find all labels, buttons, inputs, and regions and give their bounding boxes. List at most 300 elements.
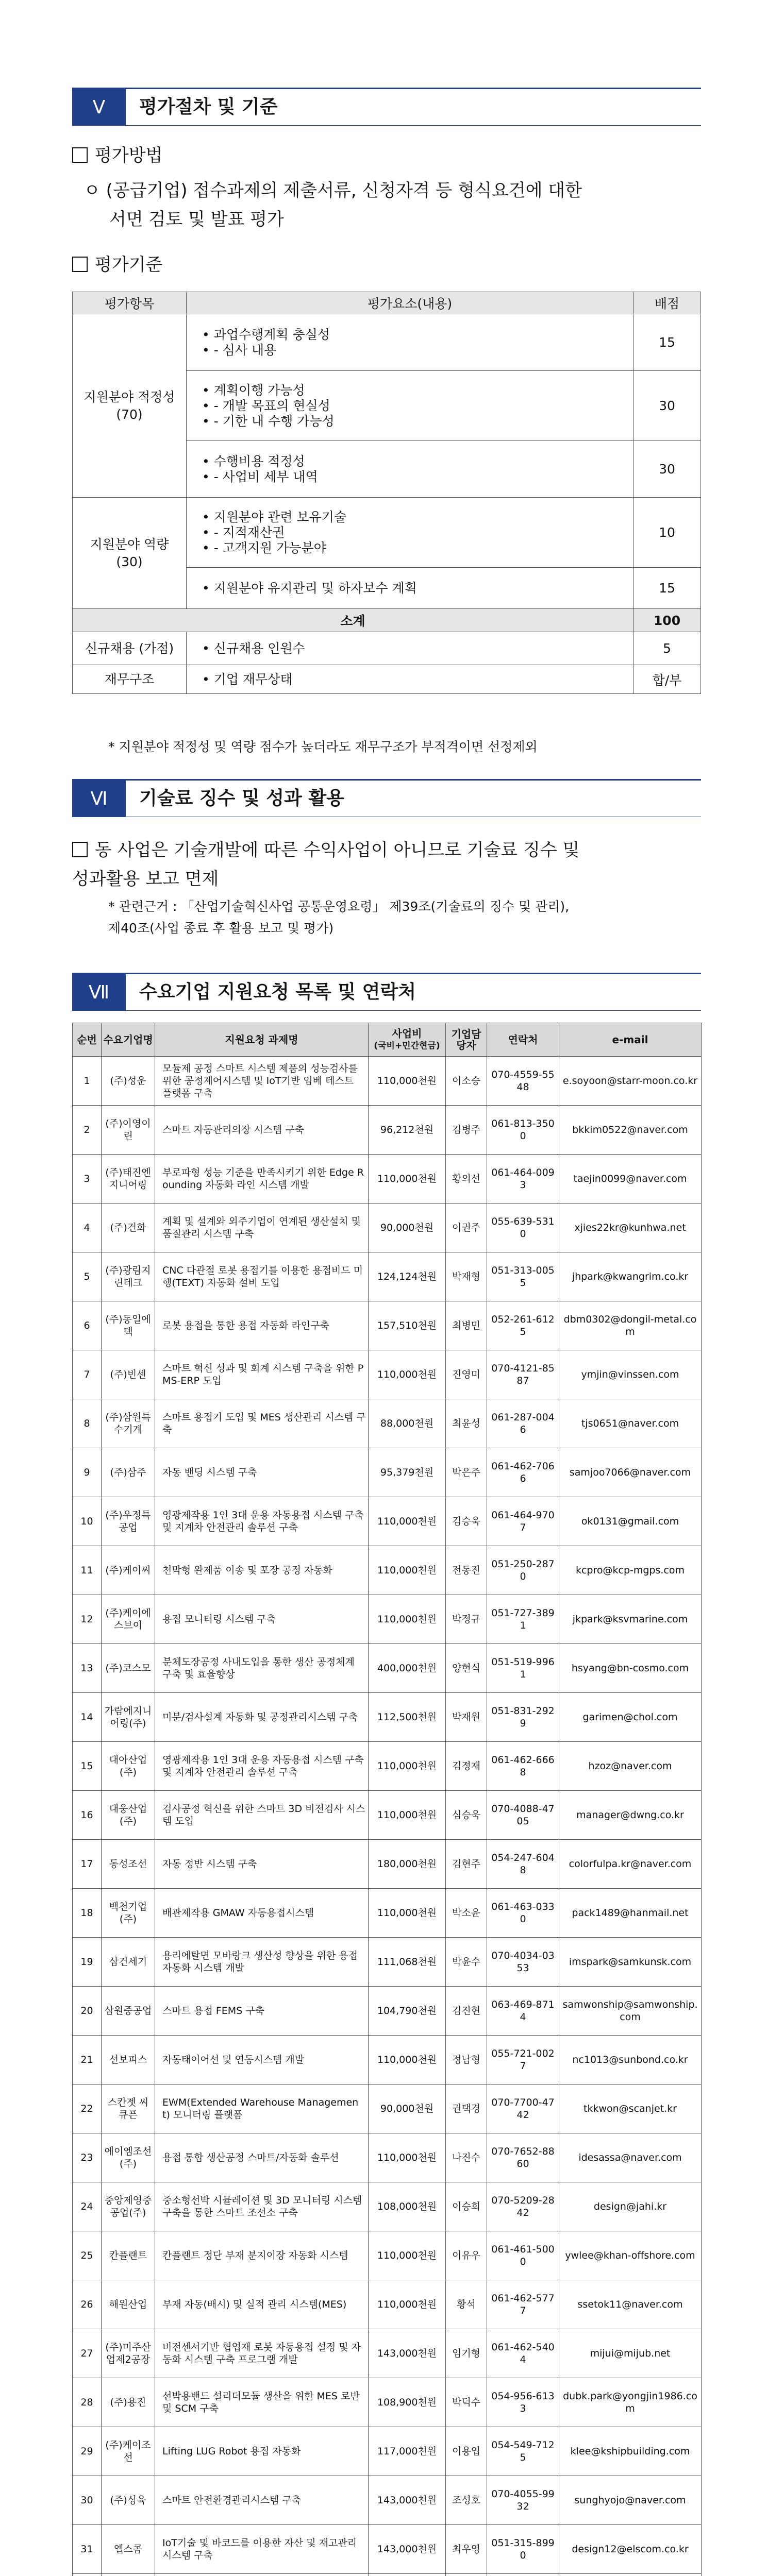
cell-phone: 061-461-5000 xyxy=(487,2231,559,2280)
companies-table xyxy=(72,1023,702,2576)
cell-phone: 070-4088-4705 xyxy=(487,1791,559,1840)
checkbox-square-icon xyxy=(72,147,88,163)
cell-company: 에이엠조선(주) xyxy=(102,2133,155,2182)
cell-manager: 양현식 xyxy=(446,1644,487,1693)
cell-manager: 황석 xyxy=(446,2280,487,2329)
cell-budget: 124,124천원 xyxy=(369,1252,446,1301)
cell-no: 1 xyxy=(73,1057,102,1106)
cell-phone: 061-464-0093 xyxy=(487,1155,559,1204)
table-row xyxy=(73,1106,702,1155)
cell-budget: 110,000천원 xyxy=(369,2036,446,2084)
cell-project: 부로파형 성능 기준을 만족시키기 위한 Edge Rounding 자동화 라인 시스템 개발 xyxy=(155,1155,369,1204)
cell-company: 가람에지니어링(주) xyxy=(102,1693,155,1742)
cell-manager: 박은주 xyxy=(446,1448,487,1497)
cell-company: 대아산업(주) xyxy=(102,1742,155,1791)
method-text-1: ㅇ (공급기업) 접수과제의 제출서류, 신청자격 등 형식요건에 대한 xyxy=(84,180,582,201)
cell-manager: 권택경 xyxy=(446,2084,487,2133)
cell-no: 26 xyxy=(73,2280,102,2329)
cell-budget: 110,000천원 xyxy=(369,1889,446,1938)
cell-email: klee@kshipbuilding.com xyxy=(559,2427,702,2476)
elements-cell: • 신규채용 인원수 xyxy=(187,632,633,665)
cell-phone: 061-463-0330 xyxy=(487,1889,559,1938)
cell-project: 용접 통합 생산공정 스마트/자동화 솔루션 xyxy=(155,2133,369,2182)
cell-company: (주)코스모 xyxy=(102,1644,155,1693)
cell-project: 스마트 혁신 성과 및 회계 시스템 구축을 위한 PMS-ERP 도입 xyxy=(155,1350,369,1399)
table-row xyxy=(73,1399,702,1448)
cell-phone: 070-7652-8860 xyxy=(487,2133,559,2182)
table-row xyxy=(73,1204,702,1252)
cell-no: 4 xyxy=(73,1204,102,1252)
cell-manager: 임기형 xyxy=(446,2329,487,2378)
cell-email: imspark@samkunsk.com xyxy=(559,1938,702,1987)
cell-manager: 최우영 xyxy=(446,2525,487,2574)
cell-budget: 110,000천원 xyxy=(369,1546,446,1595)
table-row xyxy=(73,2378,702,2427)
cell-phone: 052-261-6125 xyxy=(487,1301,559,1350)
cell-company: 삼건세기 xyxy=(102,1938,155,1987)
cell-phone: 070-4055-9932 xyxy=(487,2476,559,2525)
cell-email: garimen@chol.com xyxy=(559,1693,702,1742)
cell-phone: 061-462-6668 xyxy=(487,1742,559,1791)
cell-project: 미분/검사설계 자동화 및 공정관리시스템 구축 xyxy=(155,1693,369,1742)
cell-project: EWM(Extended Warehouse Management) 모니터링 플랫폼 xyxy=(155,2084,369,2133)
cell-email: pack1489@hanmail.net xyxy=(559,1889,702,1938)
table-row xyxy=(73,2427,702,2476)
cell-email: hzoz@naver.com xyxy=(559,1742,702,1791)
cell-no: 9 xyxy=(73,1448,102,1497)
cell-budget xyxy=(369,2574,446,2576)
cell-email: tjs0651@naver.com xyxy=(559,1399,702,1448)
table-row xyxy=(73,1546,702,1595)
cell-manager: 김정재 xyxy=(446,1742,487,1791)
cell-project: 배관제작용 GMAW 자동용접시스템 xyxy=(155,1889,369,1938)
table-row xyxy=(73,1840,702,1889)
cell-no: 20 xyxy=(73,1987,102,2036)
cell-phone: 070-5209-2842 xyxy=(487,2182,559,2231)
elements-cell: • 과업수행계획 충실성 • - 심사 내용 xyxy=(187,314,633,371)
cell-phone: 051-313-0055 xyxy=(487,1252,559,1301)
section-number: Ⅶ xyxy=(72,974,126,1010)
table-row xyxy=(73,2525,702,2574)
cell-budget: 104,790천원 xyxy=(369,1987,446,2036)
score-cell: 30 xyxy=(633,441,701,498)
table-row xyxy=(73,2036,702,2084)
cell-budget: 108,900천원 xyxy=(369,2378,446,2427)
cell-email: design12@elscom.co.kr xyxy=(559,2525,702,2574)
royalty-text-2: 성과활용 보고 면제 xyxy=(72,869,219,889)
subtotal-score: 100 xyxy=(633,609,701,632)
cell-manager: 박윤수 xyxy=(446,1938,487,1987)
cell-phone: 051-519-9961 xyxy=(487,1644,559,1693)
cell-project: 모듈제 공정 스마트 시스템 제품의 성능검사를 위한 공정제어시스템 및 IoT기반 임베 테스트 플랫폼 구축 xyxy=(155,1057,369,1106)
cell-project: 계획 및 설계와 외주기업이 연계된 생산설치 및 품질관리 시스템 구축 xyxy=(155,1204,369,1252)
cell-no: 24 xyxy=(73,2182,102,2231)
cell-manager: 나진수 xyxy=(446,2133,487,2182)
cell-project: 칸플랜트 정단 부재 분지이장 자동화 시스템 xyxy=(155,2231,369,2280)
table-row xyxy=(73,1693,702,1742)
elements-cell: • 기업 재무상태 xyxy=(187,665,633,694)
col-budget: 사업비 (국비+민간현금) xyxy=(369,1023,446,1057)
table-row xyxy=(73,2133,702,2182)
cell-budget: 143,000천원 xyxy=(369,2525,446,2574)
criteria-note: * 지원분야 적정성 및 역량 점수가 높더라도 재무구조가 부적격이면 선정제외 xyxy=(108,739,538,754)
table-row xyxy=(73,2182,702,2231)
cell-no: 16 xyxy=(73,1791,102,1840)
cell-manager: 박덕수 xyxy=(446,2378,487,2427)
cell-company: (주)케이씨 xyxy=(102,1546,155,1595)
cell-no: 18 xyxy=(73,1889,102,1938)
royalty-text-1: 동 사업은 기술개발에 따른 수익사업이 아니므로 기술료 징수 및 xyxy=(72,836,579,865)
cell-company: 선보피스 xyxy=(102,2036,155,2084)
cell-company: (주)광림지린테크 xyxy=(102,1252,155,1301)
cell-no: 15 xyxy=(73,1742,102,1791)
section-6-header xyxy=(72,779,701,817)
cell-manager: 진영미 xyxy=(446,1350,487,1399)
cell-manager: 박정규 xyxy=(446,1595,487,1644)
cell-email: e.soyoon@starr-moon.co.kr xyxy=(559,1057,702,1106)
cell-manager: 김승욱 xyxy=(446,1497,487,1546)
cell-phone: 070-7700-4742 xyxy=(487,2084,559,2133)
cell-email: ssetok11@naver.com xyxy=(559,2280,702,2329)
cell-budget: 110,000천원 xyxy=(369,1057,446,1106)
cell-phone: 055-639-5310 xyxy=(487,1204,559,1252)
cell-project: 검사공정 혁신을 위한 스마트 3D 비전검사 시스템 도입 xyxy=(155,1791,369,1840)
col-score: 배점 xyxy=(633,292,701,314)
table-row xyxy=(73,2476,702,2525)
cell-manager: 이용엽 xyxy=(446,2427,487,2476)
cell-manager: 전동진 xyxy=(446,1546,487,1595)
table-row xyxy=(73,1057,702,1106)
royalty-note-2: 제40조(사업 종료 후 활용 보고 및 평가) xyxy=(108,921,334,936)
cell-company: (주)삼원특수기계 xyxy=(102,1399,155,1448)
cell-email: dbm0302@dongil-metal.com xyxy=(559,1301,702,1350)
cell-manager: 이권주 xyxy=(446,1204,487,1252)
cell-budget: 110,000천원 xyxy=(369,1595,446,1644)
cell-phone: 051-727-3891 xyxy=(487,1595,559,1644)
cell-no: 30 xyxy=(73,2476,102,2525)
cell-budget: 110,000천원 xyxy=(369,2280,446,2329)
cell-no: 25 xyxy=(73,2231,102,2280)
cell-manager: 최윤성 xyxy=(446,1399,487,1448)
cell-manager: 박재원 xyxy=(446,1693,487,1742)
cell-company: (주)동일에텍 xyxy=(102,1301,155,1350)
cell-no: 11 xyxy=(73,1546,102,1595)
royalty-note-1: * 관련근거 : 「산업기술혁신사업 공통운영요령」 제39조(기술료의 징수 및 관리), xyxy=(108,899,570,914)
cell-email: hsyang@bn-cosmo.com xyxy=(559,1644,702,1693)
cell-company: 중앙제영중공업(주) xyxy=(102,2182,155,2231)
cell-no: 12 xyxy=(73,1595,102,1644)
cell-company xyxy=(102,2574,155,2576)
checkbox-square-icon xyxy=(72,842,88,857)
cell-budget: 110,000천원 xyxy=(369,1350,446,1399)
cell-no: 22 xyxy=(73,2084,102,2133)
cell-company: (주)건화 xyxy=(102,1204,155,1252)
cell-no: 8 xyxy=(73,1399,102,1448)
cell-email: manager@dwng.co.kr xyxy=(559,1791,702,1840)
cell-company: (주)용진 xyxy=(102,2378,155,2427)
table-row xyxy=(73,2280,702,2329)
section-title: 기술료 징수 및 성과 활용 xyxy=(139,788,344,809)
cell-budget: 110,000천원 xyxy=(369,2231,446,2280)
cell-company: 칸플랜트 xyxy=(102,2231,155,2280)
cell-phone: 054-549-7125 xyxy=(487,2427,559,2476)
cell-budget: 180,000천원 xyxy=(369,1840,446,1889)
cell-manager: 최병민 xyxy=(446,1301,487,1350)
col-no: 순번 xyxy=(73,1023,102,1057)
cell-company: (주)싱육 xyxy=(102,2476,155,2525)
table-row xyxy=(73,2574,702,2576)
cell-manager: 김병주 xyxy=(446,1106,487,1155)
table-row xyxy=(73,1791,702,1840)
cell-manager: 이승희 xyxy=(446,2182,487,2231)
cell-budget: 110,000천원 xyxy=(369,1791,446,1840)
cell-company: (주)성운 xyxy=(102,1057,155,1106)
cell-email: ymjin@vinssen.com xyxy=(559,1350,702,1399)
table-row xyxy=(73,1889,702,1938)
cell-budget: 88,000천원 xyxy=(369,1399,446,1448)
elements-cell: • 지원분야 유지관리 및 하자보수 계획 xyxy=(187,568,633,609)
cell-email: nc1013@sunbond.co.kr xyxy=(559,2036,702,2084)
cell-company: 해원산업 xyxy=(102,2280,155,2329)
table-row xyxy=(73,1497,702,1546)
cell-no: 27 xyxy=(73,2329,102,2378)
area-cell: 지원분야 역량 (30) xyxy=(73,498,187,609)
score-cell: 30 xyxy=(633,371,701,441)
cell-phone: 051-315-8990 xyxy=(487,2525,559,2574)
cell-project: 자동 밴딩 시스템 구축 xyxy=(155,1448,369,1497)
score-cell: 합/부 xyxy=(633,665,701,694)
cell-email: colorfulpa.kr@naver.com xyxy=(559,1840,702,1889)
cell-project: 용접 모니터링 시스템 구축 xyxy=(155,1595,369,1644)
cell-phone: 070-4034-0353 xyxy=(487,1938,559,1987)
cell-company: (주)케이에스브이 xyxy=(102,1595,155,1644)
cell-budget: 110,000천원 xyxy=(369,2133,446,2182)
cell-phone: 070-4121-8587 xyxy=(487,1350,559,1399)
cell-budget: 108,000천원 xyxy=(369,2182,446,2231)
cell-budget: 90,000천원 xyxy=(369,2084,446,2133)
cell-company: 대웅산업(주) xyxy=(102,1791,155,1840)
cell-no: 2 xyxy=(73,1106,102,1155)
elements-cell: • 계획이행 가능성 • - 개발 목표의 현실성 • - 기한 내 수행 가능성 xyxy=(187,371,633,441)
col-elements: 평가요소(내용) xyxy=(187,292,633,314)
cell-phone: 061-462-5777 xyxy=(487,2280,559,2329)
cell-manager: 박소윤 xyxy=(446,1889,487,1938)
cell-email: jhpark@kwangrim.co.kr xyxy=(559,1252,702,1301)
cell-company: (주)케이조선 xyxy=(102,2427,155,2476)
cell-no: 29 xyxy=(73,2427,102,2476)
cell-email: mijui@mijub.net xyxy=(559,2329,702,2378)
cell-phone xyxy=(487,2574,559,2576)
cell-company: 스칸젯 씨큐픈 xyxy=(102,2084,155,2133)
table-row xyxy=(73,2084,702,2133)
col-company: 수요기업명 xyxy=(102,1023,155,1057)
table-row xyxy=(73,2329,702,2378)
cell-project xyxy=(155,2574,369,2576)
cell-project: 로봇 용접을 통한 용접 자동화 라인구축 xyxy=(155,1301,369,1350)
cell-project: CNC 다관절 로봇 용접기를 이용한 용접비드 미행(TEXT) 자동화 설비 도입 xyxy=(155,1252,369,1301)
cell-company: (주)삼주 xyxy=(102,1448,155,1497)
cell-phone: 061-462-5404 xyxy=(487,2329,559,2378)
section-number: Ⅵ xyxy=(72,781,126,817)
table-row xyxy=(73,1448,702,1497)
section-number: Ⅴ xyxy=(72,89,126,125)
method-heading: 평가방법 xyxy=(72,144,162,167)
table-row xyxy=(73,1742,702,1791)
table-row xyxy=(73,1644,702,1693)
cell-project: 스마트 용접기 도입 및 MES 생산관리 시스템 구축 xyxy=(155,1399,369,1448)
col-area: 평가항목 xyxy=(73,292,187,314)
cell-email: idesassa@naver.com xyxy=(559,2133,702,2182)
cell-budget: 117,000천원 xyxy=(369,2427,446,2476)
subtotal-label: 소계 xyxy=(73,609,633,632)
cell-email: tkkwon@scanjet.kr xyxy=(559,2084,702,2133)
cell-no: 7 xyxy=(73,1350,102,1399)
cell-phone: 061-462-7066 xyxy=(487,1448,559,1497)
cell-project: 용리에탈면 모바랑크 생산성 향상을 위한 용접 자동화 시스템 개발 xyxy=(155,1938,369,1987)
cell-project: 선박용밴드 설리더모듈 생산을 위한 MES 로반 및 SCM 구축 xyxy=(155,2378,369,2427)
cell-phone: 054-956-6133 xyxy=(487,2378,559,2427)
cell-manager: 정남형 xyxy=(446,2036,487,2084)
cell-project: 비전센서기반 협업재 로봇 자동용접 설정 및 자동화 시스템 구축 프로그램 개발 xyxy=(155,2329,369,2378)
cell-project: Lifting LUG Robot 용접 자동화 xyxy=(155,2427,369,2476)
cell-budget: 90,000천원 xyxy=(369,1204,446,1252)
cell-email: ok0131@gmail.com xyxy=(559,1497,702,1546)
cell-project: 분체도장공정 사내도입을 통한 생산 공정체계 구축 및 효율향상 xyxy=(155,1644,369,1693)
col-email: e-mail xyxy=(559,1023,702,1057)
cell-email: sunghyojo@naver.com xyxy=(559,2476,702,2525)
cell-email: kcpro@kcp-mgps.com xyxy=(559,1546,702,1595)
section-5-header xyxy=(72,88,701,126)
cell-phone: 051-250-2870 xyxy=(487,1546,559,1595)
cell-budget: 157,510천원 xyxy=(369,1301,446,1350)
score-cell: 15 xyxy=(633,568,701,609)
cell-email: xjies22kr@kunhwa.net xyxy=(559,1204,702,1252)
table-row xyxy=(73,1938,702,1987)
cell-no: 5 xyxy=(73,1252,102,1301)
cell-phone: 061-464-9707 xyxy=(487,1497,559,1546)
table-row xyxy=(73,1350,702,1399)
cell-email: ywlee@khan-offshore.com xyxy=(559,2231,702,2280)
cell-phone: 051-831-2929 xyxy=(487,1693,559,1742)
cell-phone: 055-721-0027 xyxy=(487,2036,559,2084)
cell-email: bkkim0522@naver.com xyxy=(559,1106,702,1155)
cell-no: 23 xyxy=(73,2133,102,2182)
cell-manager: 김진현 xyxy=(446,1987,487,2036)
cell-phone: 054-247-6048 xyxy=(487,1840,559,1889)
cell-phone: 061-287-0046 xyxy=(487,1399,559,1448)
score-cell: 5 xyxy=(633,632,701,665)
cell-budget: 143,000천원 xyxy=(369,2329,446,2378)
cell-no: 6 xyxy=(73,1301,102,1350)
cell-budget: 96,212천원 xyxy=(369,1106,446,1155)
cell-no: 10 xyxy=(73,1497,102,1546)
cell-budget: 400,000천원 xyxy=(369,1644,446,1693)
cell-project: 중소형선박 시뮬레이션 및 3D 모니터링 시스템 구축을 통한 스마트 조선소 구축 xyxy=(155,2182,369,2231)
cell-budget: 95,379천원 xyxy=(369,1448,446,1497)
table-row xyxy=(73,1987,702,2036)
cell-project: 스마트 자동관리의장 시스템 구축 xyxy=(155,1106,369,1155)
col-project: 지원요청 과제명 xyxy=(155,1023,369,1057)
cell-email: dubk.park@yongjin1986.com xyxy=(559,2378,702,2427)
table-row xyxy=(73,1252,702,1301)
cell-project: 자동태이어선 및 연동시스템 개발 xyxy=(155,2036,369,2084)
cell-project: 부재 자동(배시) 및 실적 관리 시스템(MES) xyxy=(155,2280,369,2329)
cell-email: samjoo7066@naver.com xyxy=(559,1448,702,1497)
table-row xyxy=(73,1301,702,1350)
elements-cell: • 수행비용 적정성 • - 사업비 세부 내역 xyxy=(187,441,633,498)
cell-company: (주)태진엔지니어링 xyxy=(102,1155,155,1204)
cell-project: 스마트 안전환경관리시스템 구축 xyxy=(155,2476,369,2525)
cell-budget: 112,500천원 xyxy=(369,1693,446,1742)
cell-no xyxy=(73,2574,102,2576)
cell-project: IoT기술 및 바코드를 이용한 자산 및 재고관리 시스템 구축 xyxy=(155,2525,369,2574)
cell-budget: 111,068천원 xyxy=(369,1938,446,1987)
section-title: 수요기업 지원요청 목록 및 연락처 xyxy=(139,981,416,1003)
cell-project: 스마트 용접 FEMS 구축 xyxy=(155,1987,369,2036)
cell-phone: 070-4559-5548 xyxy=(487,1057,559,1106)
cell-manager: 김현주 xyxy=(446,1840,487,1889)
table-row xyxy=(73,1595,702,1644)
cell-no: 17 xyxy=(73,1840,102,1889)
table-row xyxy=(73,2231,702,2280)
cell-project: 천막형 완제품 이송 및 포장 공정 자동화 xyxy=(155,1546,369,1595)
cell-company: 동성조선 xyxy=(102,1840,155,1889)
cell-no: 13 xyxy=(73,1644,102,1693)
cell-phone: 061-813-3500 xyxy=(487,1106,559,1155)
section-7-header xyxy=(72,973,701,1011)
cell-manager: 이유우 xyxy=(446,2231,487,2280)
cell-manager: 황의선 xyxy=(446,1155,487,1204)
cell-phone: 063-469-8714 xyxy=(487,1987,559,2036)
cell-company: (주)이영이린 xyxy=(102,1106,155,1155)
cell-manager: 박재형 xyxy=(446,1252,487,1301)
cell-manager: 심승욱 xyxy=(446,1791,487,1840)
table-row xyxy=(73,1155,702,1204)
cell-manager: 조성호 xyxy=(446,2476,487,2525)
cell-no: 14 xyxy=(73,1693,102,1742)
cell-email: design@jahi.kr xyxy=(559,2182,702,2231)
area-cell: 지원분야 적정성 (70) xyxy=(73,314,187,498)
cell-no: 31 xyxy=(73,2525,102,2574)
score-cell: 15 xyxy=(633,314,701,371)
criteria-table xyxy=(72,292,701,694)
cell-email: samwonship@samwonship.com xyxy=(559,1987,702,2036)
area-cell: 신규채용 (가점) xyxy=(73,632,187,665)
cell-project: 영광제작용 1인 3대 운용 자동용접 시스템 구축 및 지계차 안전관리 솔루션 구축 xyxy=(155,1497,369,1546)
criteria-heading: 평가기준 xyxy=(72,253,162,276)
checkbox-square-icon xyxy=(72,257,88,272)
cell-no: 3 xyxy=(73,1155,102,1204)
cell-budget: 110,000천원 xyxy=(369,1155,446,1204)
cell-budget: 110,000천원 xyxy=(369,1742,446,1791)
col-manager: 기업담당자 xyxy=(446,1023,487,1057)
cell-email: taejin0099@naver.com xyxy=(559,1155,702,1204)
cell-company: 백천기업(주) xyxy=(102,1889,155,1938)
elements-cell: • 지원분야 관련 보유기술 • - 지적재산권 • - 고객지원 가능분야 xyxy=(187,498,633,568)
cell-no: 19 xyxy=(73,1938,102,1987)
cell-manager: 이소승 xyxy=(446,1057,487,1106)
cell-company: (주)우정특공업 xyxy=(102,1497,155,1546)
score-cell: 10 xyxy=(633,498,701,568)
cell-no: 21 xyxy=(73,2036,102,2084)
cell-email xyxy=(559,2574,702,2576)
cell-no: 28 xyxy=(73,2378,102,2427)
cell-project: 자동 정반 시스템 구축 xyxy=(155,1840,369,1889)
cell-company: (주)빈센 xyxy=(102,1350,155,1399)
method-text-2: 서면 검토 및 발표 평가 xyxy=(109,209,284,230)
cell-project: 영광제작용 1인 3대 운용 자동용접 시스템 구축 및 지계차 안전관리 솔루션 구축 xyxy=(155,1742,369,1791)
cell-company: (주)미주산업제2공장 xyxy=(102,2329,155,2378)
